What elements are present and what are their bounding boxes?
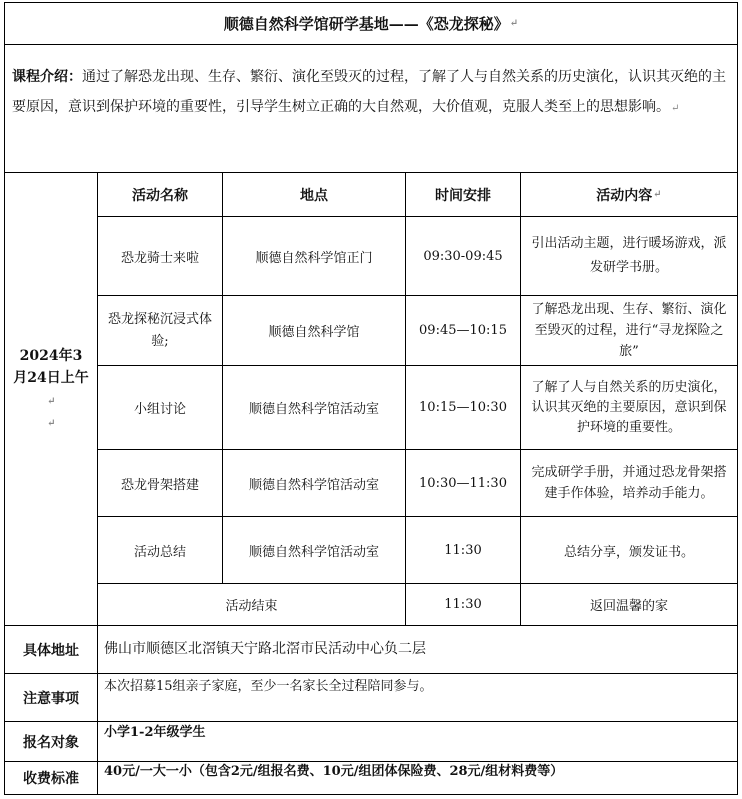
paragraph-mark-icon: ↵ xyxy=(653,189,662,200)
row-3-time-text: 10:15—10:30 xyxy=(419,400,507,415)
row-3-name xyxy=(100,366,220,449)
row-2-place xyxy=(223,296,405,365)
row-5-time-text: 11:30 xyxy=(444,542,482,558)
end-row-name xyxy=(98,584,405,625)
header-activity-name-text: 活动名称 xyxy=(132,187,188,204)
row-2-content xyxy=(527,296,731,365)
header-time-text: 时间安排 xyxy=(435,187,491,204)
row-2-name-text: 恐龙探秘沉浸式体验; xyxy=(107,311,212,349)
fee-value xyxy=(104,762,734,784)
row-3-place xyxy=(223,366,405,449)
schedule-date-text: 2024年3月24日上午 xyxy=(13,348,89,386)
notes-label xyxy=(5,674,97,721)
row-1-name xyxy=(100,217,220,295)
row-4-content-text: 完成研学手册，并通过恐龙骨架搭建手作体验，培养动手能力。 xyxy=(531,465,727,501)
table-border-bottom xyxy=(4,794,738,795)
row-3-time xyxy=(406,366,520,449)
row-1-time xyxy=(406,217,520,295)
row-3-content xyxy=(527,366,731,449)
row-1-content xyxy=(527,217,731,295)
row-2-time-text: 09:45—10:15 xyxy=(419,323,507,338)
header-activity-name xyxy=(98,173,222,216)
paragraph-mark-icon: ↵ xyxy=(671,103,680,114)
address-value-text: 佛山市顺德区北滘镇天宁路北滘市民活动中心负二层 xyxy=(104,641,426,657)
audience-value-text: 小学1-2年级学生 xyxy=(104,725,206,740)
row-3-content-text: 了解了人与自然关系的历史演化，认识其灭绝的主要原因，意识到保护环境的重要性。 xyxy=(531,379,727,435)
row-1-content-text: 引出活动主题，进行暖场游戏，派发研学书册。 xyxy=(531,236,727,275)
audience-label-text: 报名对象 xyxy=(23,734,79,751)
course-intro xyxy=(12,62,732,170)
notes-value xyxy=(104,676,734,700)
page-title-text: 顺德自然科学馆研学基地——《恐龙探秘》 xyxy=(223,15,509,33)
row-4-time xyxy=(406,450,520,516)
end-row-name-text: 活动结束 xyxy=(225,599,278,614)
address-value xyxy=(104,626,734,673)
row-5-content xyxy=(527,517,731,583)
course-intro-text: 通过了解恐龙出现、生存、繁衍、演化至毁灭的过程，了解了人与自然关系的历史演化，认识其灭绝的主要原因，意识到保护环境的重要性，引导学生树立正确的大自然观，大价值观，克服人类至上的思想影响。 xyxy=(12,69,726,115)
header-content-text: 活动内容 xyxy=(596,187,653,204)
header-location-text: 地点 xyxy=(300,187,328,204)
fee-value-text: 40元/一大一小（包含2元/组报名费、10元/组团体保险费、28元/组材料费等） xyxy=(104,764,564,779)
notes-label-text: 注意事项 xyxy=(23,690,79,707)
fee-label xyxy=(5,762,97,794)
rule-after-title xyxy=(4,44,738,45)
end-row-content-text: 返回温馨的家 xyxy=(589,599,668,614)
notes-value-text: 本次招募15组亲子家庭，至少一名家长全过程陪同参与。 xyxy=(104,679,433,694)
end-row-content xyxy=(521,584,737,625)
audience-value xyxy=(104,722,734,744)
address-label-text: 具体地址 xyxy=(23,642,79,659)
row-1-name-text: 恐龙骑士来啦 xyxy=(120,250,199,266)
row-3-name-text: 小组讨论 xyxy=(133,402,186,417)
row-1-time-text: 09:30-09:45 xyxy=(423,248,503,264)
row-4-content xyxy=(527,450,731,516)
course-intro-label: 课程介绍： xyxy=(12,69,82,85)
row-4-name xyxy=(100,450,220,516)
page-title xyxy=(5,3,737,44)
audience-label xyxy=(5,722,97,761)
row-5-name xyxy=(100,517,220,583)
paragraph-mark-icon: ↵ xyxy=(47,396,56,407)
rule-info-1 xyxy=(4,673,738,674)
end-row-time xyxy=(406,584,520,625)
row-4-place xyxy=(223,450,405,516)
rule-col-3 xyxy=(520,172,521,625)
row-2-place-text: 顺德自然科学馆 xyxy=(268,325,360,340)
row-2-time xyxy=(406,296,520,365)
header-location xyxy=(223,173,405,216)
rule-info-col xyxy=(97,625,98,795)
table-border-right xyxy=(737,2,738,795)
paragraph-mark-icon: ↵ xyxy=(509,18,519,29)
end-row-time-text: 11:30 xyxy=(444,597,482,612)
row-3-place-text: 顺德自然科学馆活动室 xyxy=(248,402,379,417)
schedule-date xyxy=(5,340,97,440)
row-5-place xyxy=(223,517,405,583)
row-2-name xyxy=(104,296,216,365)
row-1-place xyxy=(223,217,405,295)
row-5-time xyxy=(406,517,520,583)
row-2-content-text: 了解恐龙出现、生存、繁衍、演化至毁灭的过程，进行“寻龙探险之旅” xyxy=(531,302,727,359)
row-5-name-text: 活动总结 xyxy=(133,544,186,560)
header-content xyxy=(521,173,737,216)
row-4-time-text: 10:30—11:30 xyxy=(419,475,507,491)
address-label xyxy=(5,626,97,673)
row-5-place-text: 顺德自然科学馆活动室 xyxy=(248,544,379,560)
fee-label-text: 收费标准 xyxy=(23,771,79,787)
header-time xyxy=(406,173,520,216)
rule-date-col xyxy=(97,172,98,625)
paragraph-mark-icon: ↵ xyxy=(47,418,56,429)
row-4-place-text: 顺德自然科学馆活动室 xyxy=(248,477,379,493)
row-1-place-text: 顺德自然科学馆正门 xyxy=(255,250,373,266)
row-5-content-text: 总结分享，颁发证书。 xyxy=(563,544,694,560)
row-4-name-text: 恐龙骨架搭建 xyxy=(120,477,199,493)
